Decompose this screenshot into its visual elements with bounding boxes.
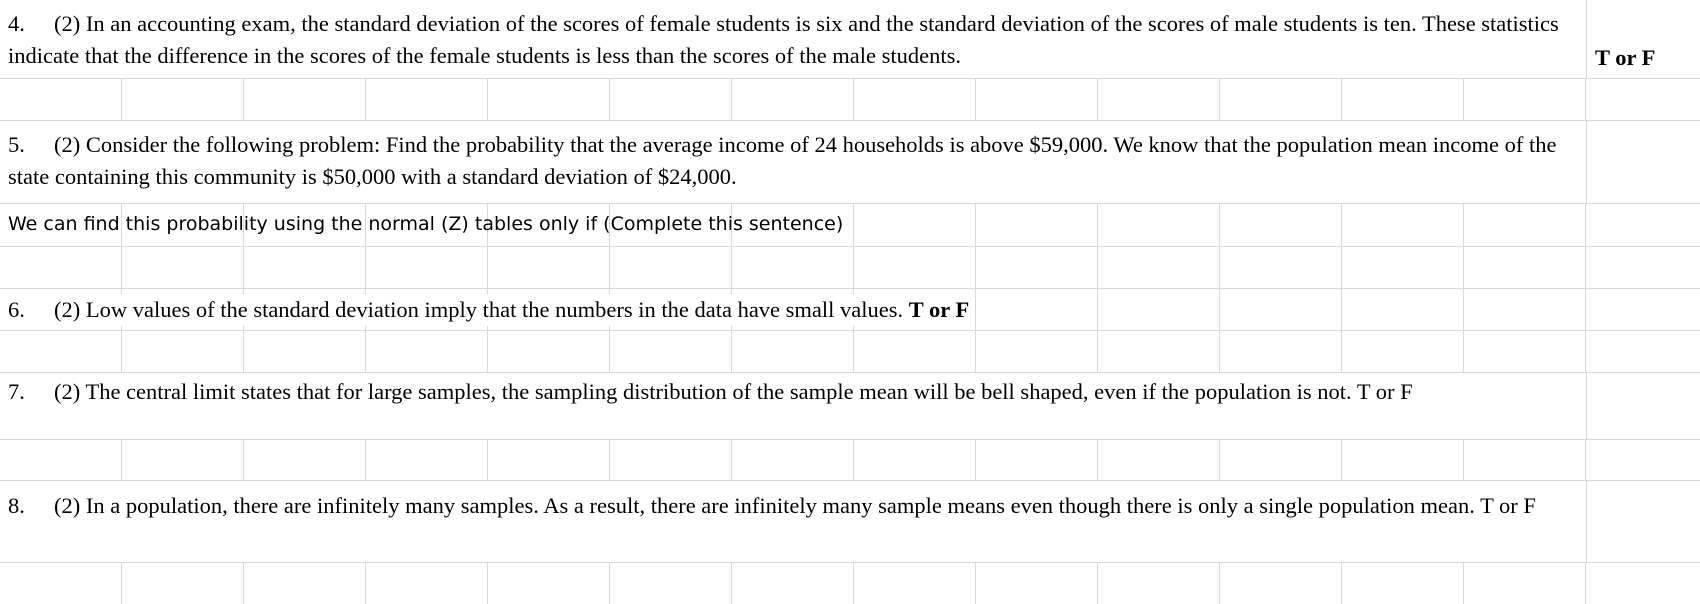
question-4-answer-label: T or F: [1595, 45, 1656, 70]
question-7-text-cell: [8, 376, 1578, 408]
row-question-8[interactable]: [0, 481, 1700, 563]
question-6-number: 6.: [8, 297, 25, 322]
empty-row[interactable]: [0, 563, 1700, 604]
question-6-text: (2) Low values of the standard deviation imply that the numbers in the data have small values.: [54, 297, 904, 322]
question-6-text-cell: [8, 294, 975, 326]
question-5-followup-text: We can find this probability using the normal (Z) tables only if (Complete this sentence): [8, 213, 844, 235]
question-5-text: (2) Consider the following problem: Find the probability that the average income of 24 households is above $59,000. We know that the population mean income of the state containing this community is $50,000 with a standard deviation of $24,000.: [8, 132, 1557, 189]
question-7-text: (2) The central limit states that for large samples, the sampling distribution of the sample mean will be bell shaped, even if the population is not. T or F: [54, 379, 1413, 404]
row-question-4[interactable]: [0, 0, 1700, 79]
question-7-number: 7.: [8, 379, 25, 404]
question-4-text-cell: [8, 8, 1578, 72]
question-8-number: 8.: [8, 493, 25, 518]
question-4-text: (2) In an accounting exam, the standard deviation of the scores of female students is six and the standard deviation of the scores of male students is ten. These statistics indicate that the difference in the scores of the female students is less than the scores of the male students.: [8, 11, 1559, 68]
question-5-text-cell: [8, 129, 1578, 193]
question-8-text: (2) In a population, there are infinitely many samples. As a result, there are infinitely many sample means even though there is only a single population mean. T or F: [54, 493, 1536, 518]
row-question-5[interactable]: [0, 121, 1700, 204]
empty-row[interactable]: [0, 79, 1700, 121]
row-question-7[interactable]: [0, 373, 1700, 440]
empty-row[interactable]: [0, 331, 1700, 373]
question-6-answer-label: T or F: [908, 297, 970, 322]
empty-row[interactable]: [0, 247, 1700, 289]
row-question-5-followup[interactable]: [0, 204, 1700, 247]
question-5-number: 5.: [8, 132, 25, 157]
empty-row[interactable]: [0, 440, 1700, 481]
row-question-6[interactable]: [0, 289, 1700, 331]
question-4-number: 4.: [8, 11, 25, 36]
question-8-text-cell: [8, 490, 1578, 522]
